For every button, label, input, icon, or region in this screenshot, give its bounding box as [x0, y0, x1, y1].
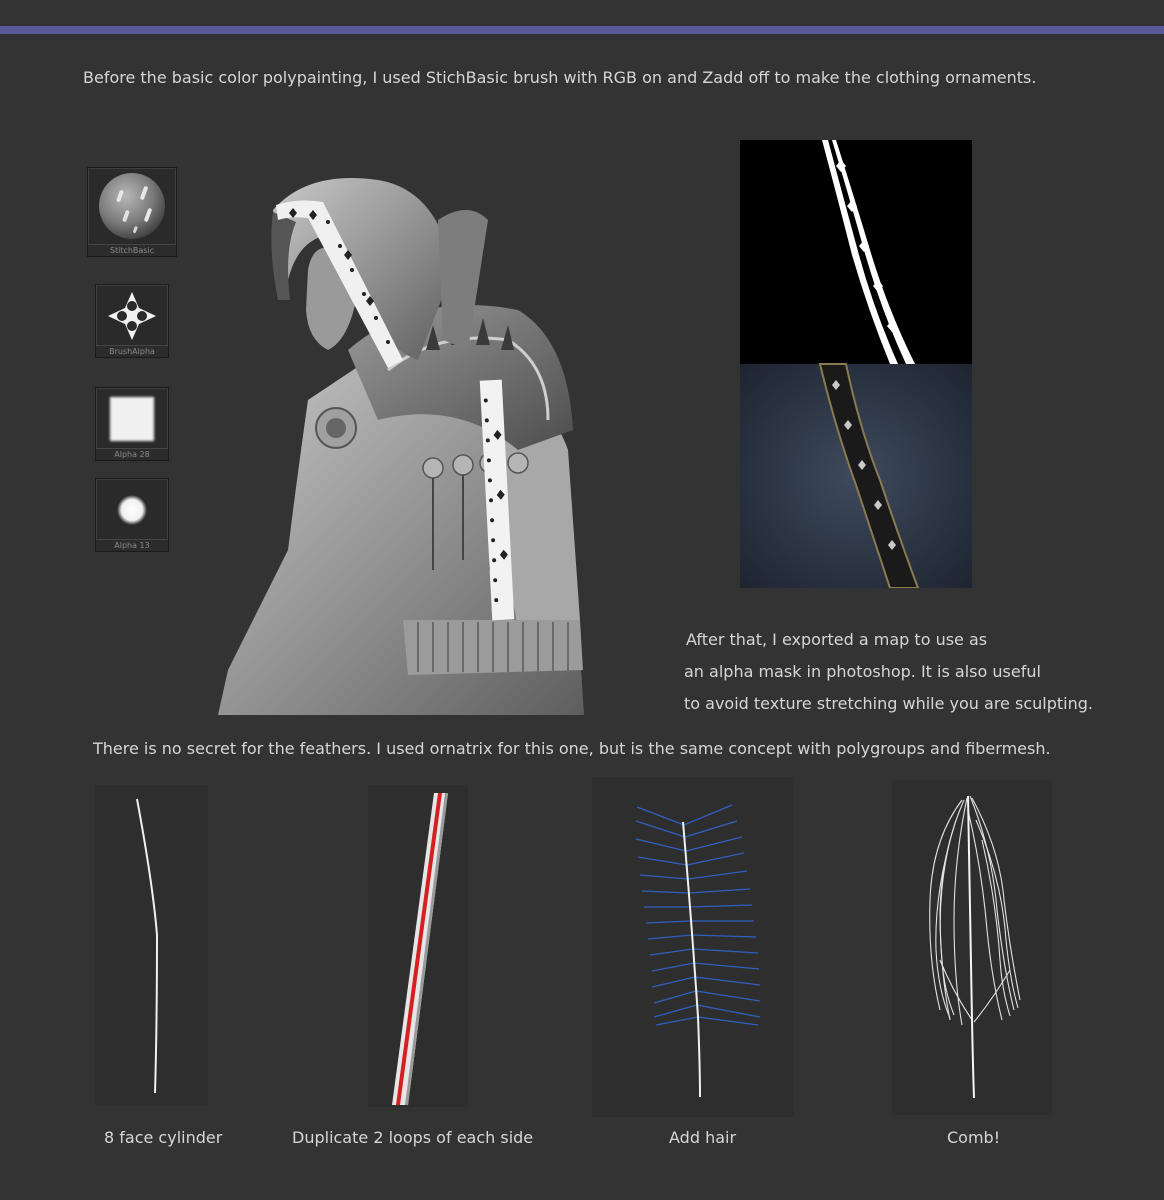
step-label-add-hair: Add hair	[669, 1128, 737, 1147]
step-comb-image	[892, 780, 1052, 1115]
alpha-13-label: Alpha 13	[96, 539, 168, 551]
step-add-hair-image	[592, 777, 794, 1117]
alpha-mask-explanation	[684, 624, 1093, 720]
intro-text: Before the basic color polypainting, I used StichBasic brush with RGB on and Zadd off to make the clothing ornaments.	[83, 68, 1037, 87]
square-alpha-icon	[96, 388, 168, 449]
exported-alpha-map-preview	[740, 140, 972, 588]
after-text-line-1: After that, I exported a map to use as	[686, 630, 988, 649]
top-accent-bar	[0, 26, 1164, 34]
alpha-28-thumbnail[interactable]	[95, 387, 169, 461]
step-label-duplicate-loops: Duplicate 2 loops of each side	[292, 1128, 534, 1147]
step-label-cylinder: 8 face cylinder	[104, 1128, 223, 1147]
feathers-intro-text: There is no secret for the feathers. I used ornatrix for this one, but is the same concept with polygroups and fibermesh.	[93, 739, 1051, 758]
step-label-comb: Comb!	[947, 1128, 1001, 1147]
alpha-28-label: Alpha 28	[96, 448, 168, 460]
brush-alpha-thumbnail[interactable]	[95, 284, 169, 358]
step-cylinder-image	[95, 785, 208, 1105]
brush-name-label: StitchBasic	[88, 244, 176, 256]
hooded-character-render	[218, 150, 584, 715]
ornament-alpha-icon	[96, 285, 168, 346]
stitch-brush-icon	[88, 168, 176, 245]
brush-alpha-label: BrushAlpha	[96, 345, 168, 357]
after-text-line-2: an alpha mask in photoshop. It is also useful	[684, 662, 1041, 681]
step-duplicate-loops-image	[368, 785, 468, 1107]
stitchbasic-brush-thumbnail[interactable]	[87, 167, 177, 257]
dot-alpha-icon	[96, 479, 168, 540]
after-text-line-3: to avoid texture stretching while you are sculpting.	[684, 694, 1093, 713]
alpha-13-thumbnail[interactable]	[95, 478, 169, 552]
